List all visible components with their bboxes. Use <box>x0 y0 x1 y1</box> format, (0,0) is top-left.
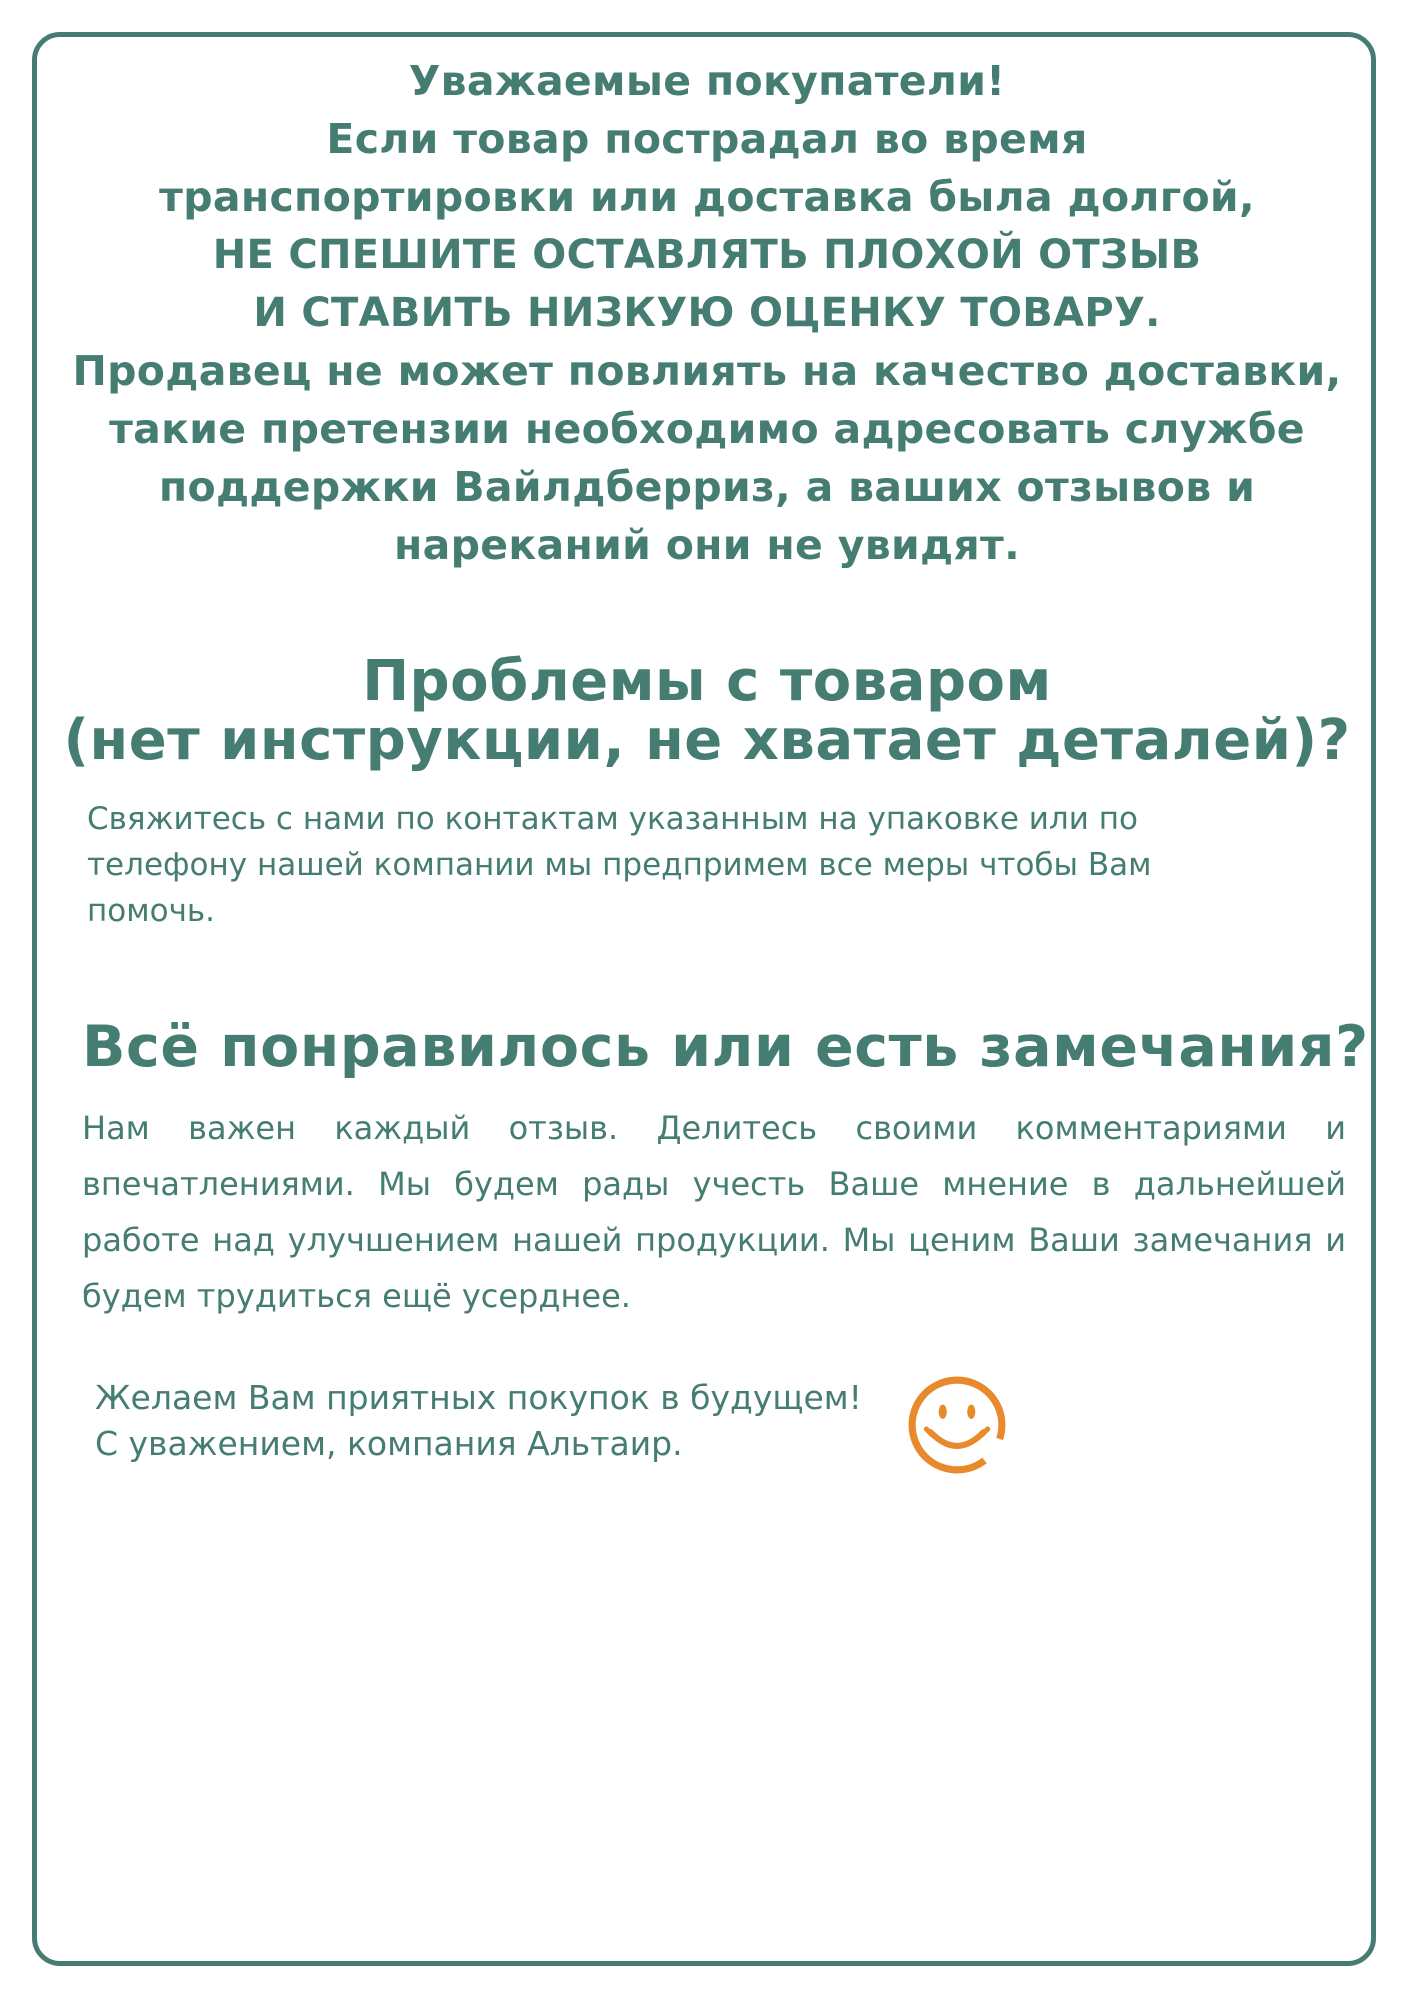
intro-notice <box>40 52 1374 574</box>
problems-heading-line: (нет инструкции, не хватает деталей)? <box>63 708 1351 773</box>
intro-line: поддержки Вайлдберриз, а ваших отзывов и <box>158 463 1256 511</box>
problems-text: Свяжитесь с нами по контактам указанным на упаковке или по телефону нашей компании мы предпримем все меры чтобы Вам помочь. <box>87 801 1152 929</box>
intro-warning-line: И СТАВИТЬ НИЗКУЮ ОЦЕНКУ ТОВАРУ. <box>253 290 1161 336</box>
intro-greeting: Уважаемые покупатели! <box>408 57 1006 105</box>
feedback-text: Нам важен каждый отзыв. Делитесь своими комментариями и впечатлениями. Мы будем рады учесть Ваше мнение в дальнейшей работе над улучшением нашей продукции. Мы ценим Ваши замечания и будем трудиться ещё усерднее. <box>82 1109 1346 1315</box>
intro-warning-line: НЕ СПЕШИТЕ ОСТАВЛЯТЬ ПЛОХОЙ ОТЗЫВ <box>212 232 1202 278</box>
intro-line: Продавец не может повлиять на качество доставки, <box>72 347 1342 395</box>
closing-wish: Желаем Вам приятных покупок в будущем! <box>95 1378 862 1417</box>
intro-line: нареканий они не увидят. <box>394 521 1020 569</box>
problems-heading <box>40 649 1374 773</box>
smiley-face-icon <box>906 1374 1008 1476</box>
feedback-heading: Всё понравилось или есть замечания? <box>82 1014 1369 1080</box>
intro-line: такие претензии необходимо адресовать службе <box>109 405 1305 453</box>
problems-heading-line: Проблемы с товаром <box>362 649 1052 714</box>
closing-message <box>95 1375 895 1467</box>
closing-signature: С уважением, компания Альтаир. <box>95 1424 683 1463</box>
intro-line: Если товар пострадал во время <box>326 115 1088 163</box>
intro-line: транспортировки или доставка была долгой, <box>159 173 1255 221</box>
